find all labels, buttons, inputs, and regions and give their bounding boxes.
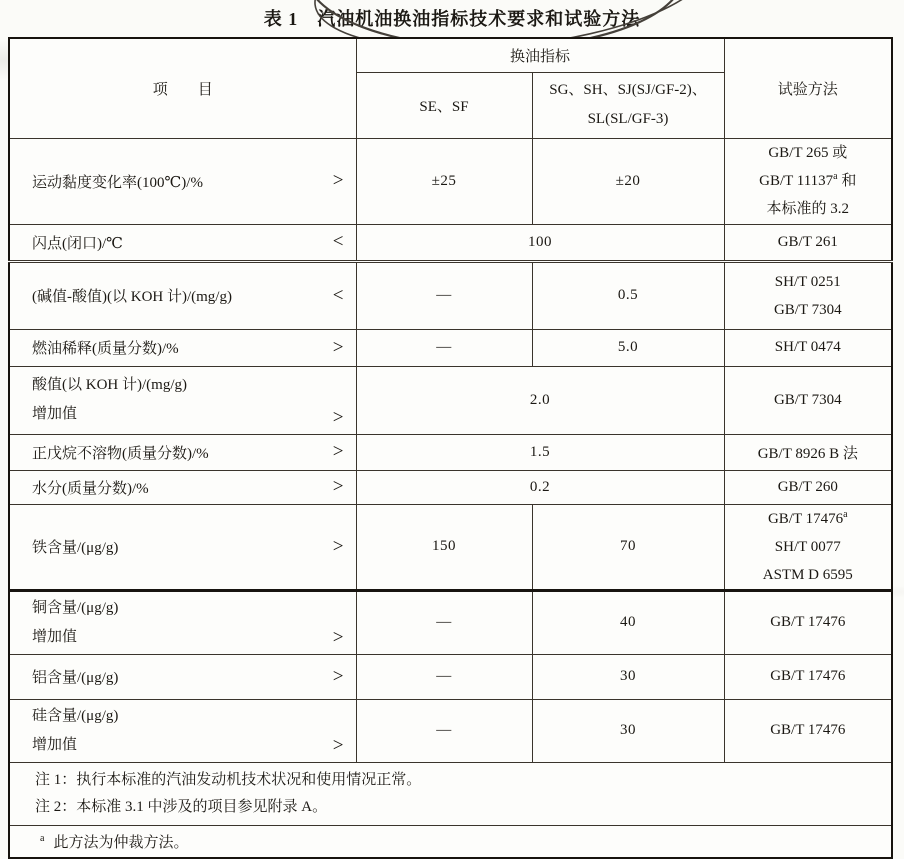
header-grade-sg-sl	[532, 72, 724, 138]
test-method-line: SH/T 0251	[774, 273, 841, 290]
footnote-marker: a	[40, 832, 45, 844]
limit-cell-se-sf: —	[356, 261, 532, 329]
limit-symbol: >	[332, 406, 344, 428]
test-method-line: GB/T 11137$^a$ 和	[759, 171, 857, 189]
limit-symbol: <	[332, 231, 344, 252]
table-row-iron-content	[9, 504, 892, 590]
item-label: 正戊烷不溶物(质量分数)/%	[32, 445, 209, 462]
item-label-line2: 增加值	[32, 628, 78, 645]
limit-cell-sg-sl: 30	[532, 654, 724, 699]
header-grade-se-sf: SE、SF	[356, 72, 532, 138]
item-label-line2: 增加值	[32, 406, 78, 422]
test-method-cell: GB/T 261	[724, 224, 892, 261]
table-row-acid-value-increase	[9, 366, 892, 434]
limit-symbol: >	[332, 665, 344, 687]
table-row-pentane-insolubles	[9, 434, 892, 470]
oil-change-spec-table	[8, 37, 893, 859]
limit-cell-sg-sl: 70	[532, 504, 724, 590]
item-label: 酸值(以 KOH 计)/(mg/g)	[32, 377, 187, 393]
limit-cell-se-sf: —	[356, 329, 532, 366]
limit-symbol: >	[332, 170, 344, 191]
test-method-cell: GB/T 17476	[724, 590, 892, 654]
item-label-line2: 增加值	[32, 736, 78, 753]
item-label-cell	[9, 366, 356, 434]
limit-cell-merged: 0.2	[356, 470, 724, 504]
item-label: 硅含量/(μg/g)	[32, 707, 119, 724]
note-1: 注 1：执行本标准的汽油发动机技术状况和使用情况正常。	[35, 771, 422, 788]
test-method-line: ASTM D 6595	[762, 566, 853, 583]
test-method-line: GB/T 17476$^a$	[767, 508, 848, 527]
item-label-cell	[9, 138, 356, 224]
limit-cell-merged: 100	[356, 224, 724, 261]
item-label-cell	[9, 224, 356, 261]
table-notes-row	[9, 762, 892, 825]
item-label-cell	[9, 504, 356, 590]
limit-cell-se-sf: —	[356, 699, 532, 762]
limit-symbol: >	[332, 535, 344, 557]
item-label-cell	[9, 261, 356, 329]
test-method-cell: GB/T 260	[724, 470, 892, 504]
table-caption	[0, 5, 904, 31]
limit-cell-sg-sl: 0.5	[532, 261, 724, 329]
test-method-cell	[724, 138, 892, 224]
note-2: 注 2：本标准 3.1 中涉及的项目参见附录 A。	[35, 798, 328, 815]
test-method-cell: GB/T 8926 B 法	[724, 434, 892, 470]
limit-symbol: >	[332, 734, 344, 756]
table-row-copper-increase	[9, 590, 892, 654]
table-row-water-content	[9, 470, 892, 504]
item-label-cell	[9, 329, 356, 366]
limit-cell-sg-sl: 5.0	[532, 329, 724, 366]
test-method-line: SH/T 0077	[774, 538, 841, 555]
table-notes-cell	[9, 762, 892, 825]
header-item: 项 目	[9, 38, 356, 138]
test-method-cell	[724, 504, 892, 590]
item-label: (碱值-酸值)(以 KOH 计)/(mg/g)	[32, 289, 232, 305]
limit-cell-se-sf: 150	[356, 504, 532, 590]
limit-cell-merged: 1.5	[356, 434, 724, 470]
table-row-silicon-increase	[9, 699, 892, 762]
footnote-text: 此方法为仲裁方法。	[53, 834, 189, 851]
limit-cell-sg-sl: 40	[532, 590, 724, 654]
test-method-cell: GB/T 17476	[724, 699, 892, 762]
header-grade-sg-line2: SL(SL/GF-3)	[587, 111, 669, 127]
item-label-cell	[9, 434, 356, 470]
test-method-line: 本标准的 3.2	[766, 201, 850, 217]
item-label: 水分(质量分数)/%	[32, 480, 149, 497]
item-label: 闪点(闭口)/℃	[32, 235, 123, 252]
table-row-viscosity	[9, 138, 892, 224]
limit-cell-se-sf: —	[356, 590, 532, 654]
header-test-method: 试验方法	[724, 38, 892, 138]
table-footnote-row	[9, 825, 892, 858]
limit-cell-sg-sl: 30	[532, 699, 724, 762]
limit-cell-sg-sl: ±20	[532, 138, 724, 224]
table-row-base-acid-value	[9, 261, 892, 329]
test-method-cell: SH/T 0474	[724, 329, 892, 366]
item-label: 燃油稀释(质量分数)/%	[32, 341, 179, 357]
item-label: 铁含量/(μg/g)	[32, 540, 119, 556]
table-row-aluminum-content	[9, 654, 892, 699]
limit-symbol: >	[332, 336, 344, 358]
item-label-cell	[9, 654, 356, 699]
item-label: 铝含量/(μg/g)	[32, 670, 119, 686]
item-label-cell	[9, 470, 356, 504]
test-method-line: GB/T 265 或	[768, 145, 848, 161]
limit-symbol: >	[332, 476, 344, 497]
limit-cell-merged: 2.0	[356, 366, 724, 434]
table-title: 表 1 汽油机油换油指标技术要求和试验方法	[263, 9, 641, 29]
test-method-cell: GB/T 17476	[724, 654, 892, 699]
header-indicator-group: 换油指标	[356, 38, 724, 72]
test-method-cell	[724, 261, 892, 329]
footnote-marker: a	[833, 171, 838, 182]
item-label-cell	[9, 699, 356, 762]
test-method-cell: GB/T 7304	[724, 366, 892, 434]
table-row-fuel-dilution	[9, 329, 892, 366]
item-label: 铜含量/(μg/g)	[32, 599, 119, 616]
limit-symbol: >	[332, 626, 344, 648]
table-row-flash-point	[9, 224, 892, 261]
limit-symbol: <	[332, 284, 344, 306]
item-label-cell	[9, 590, 356, 654]
limit-cell-se-sf: —	[356, 654, 532, 699]
header-grade-sg-line1: SG、SH、SJ(SJ/GF-2)、	[549, 82, 707, 98]
header-row-group	[9, 38, 892, 72]
limit-cell-se-sf: ±25	[356, 138, 532, 224]
table-footnote-cell	[9, 825, 892, 858]
item-label: 运动黏度变化率(100℃)/%	[32, 174, 203, 191]
footnote-marker: a	[843, 508, 848, 520]
test-method-line: GB/T 7304	[773, 301, 842, 318]
limit-symbol: >	[332, 441, 344, 462]
